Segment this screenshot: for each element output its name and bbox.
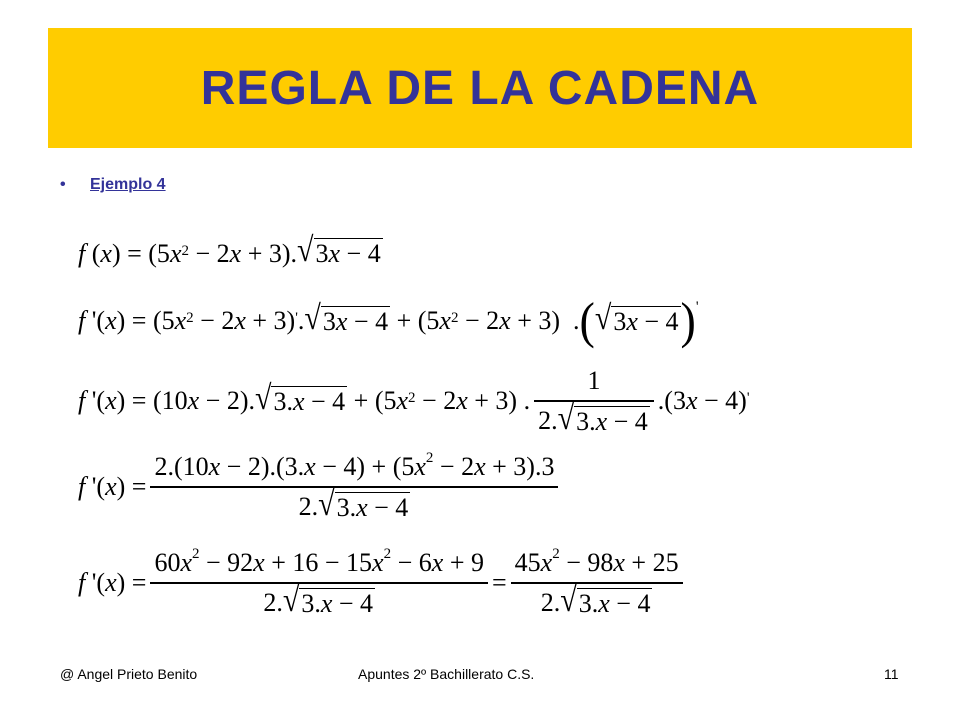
equation-3: f '( x ) = (10 x − 2). √ 3.x − 4 + (5 x $^2$ − 2 x + 3) . 1 2. √ 3.x − 4 .(3 x − 4) ': [78, 366, 750, 437]
equation-1: f ( x ) = (5 x $^2$ − 2 x + 3). √ 3x − 4: [78, 231, 381, 270]
slide-title: REGLA DE LA CADENA: [200, 61, 760, 115]
bullet-dot-icon: •: [60, 176, 66, 193]
title-band: [48, 28, 912, 148]
footer-page-number: 11: [884, 666, 899, 682]
equation-4: f '( x ) = $2.(10x - 2).(3.x - 4) + (5x^2 - 2x + 3).3$ 2. √ 3.x − 4: [78, 452, 562, 523]
bullet-item: [60, 176, 166, 194]
footer-author: @ Angel Prieto Benito: [60, 666, 198, 682]
equation-2: f '( x ) = (5 x $^2$ − 2 x + 3) ' . √ 3x − 4 + (5 x $^2$ − 2 x + 3) . ( √ 3x − 4 ) ': [78, 292, 699, 349]
equation-5: f '( x ) = $60x^2 - 92x + 16 - 15x^2 - 6x + 9$ 2. √ 3.x − 4 = $45x^2 - 98x + 25$ 2. √ 3.x − 4: [78, 548, 687, 619]
example-link[interactable]: Ejemplo 4: [90, 176, 166, 193]
footer-course: Apuntes 2º Bachillerato C.S.: [358, 666, 535, 682]
